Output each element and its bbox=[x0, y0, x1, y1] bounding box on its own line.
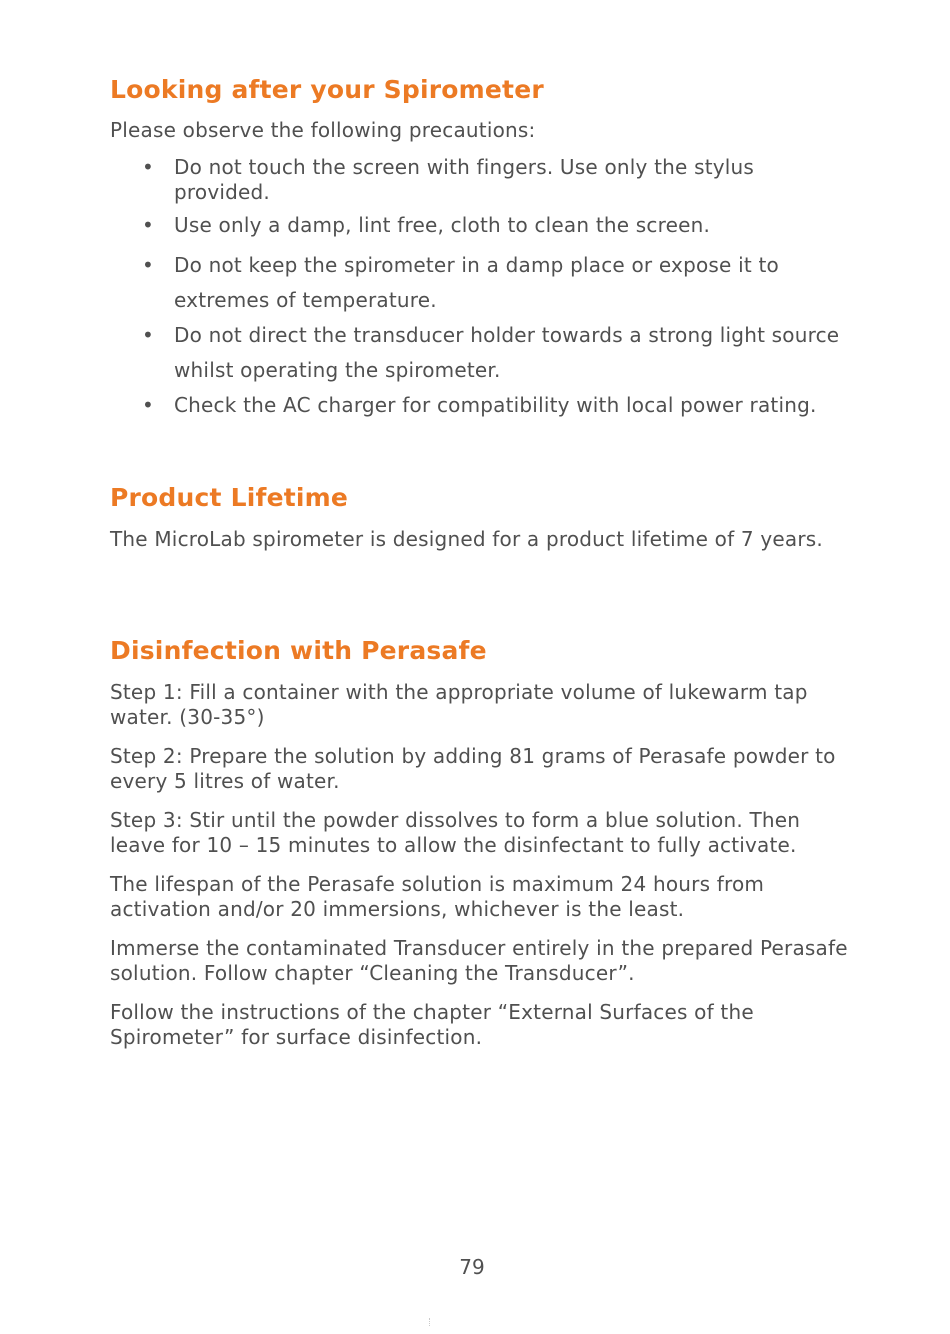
bullet-icon: • bbox=[142, 155, 154, 179]
bullet-icon: • bbox=[142, 213, 154, 237]
list-item bbox=[110, 248, 850, 318]
disinfection-paragraph: The lifespan of the Perasafe solution is maximum 24 hours from activation and/or 20 immersions, whichever is the least. bbox=[110, 872, 765, 921]
list-item bbox=[110, 155, 850, 205]
disinfection-paragraph: Immerse the contaminated Transducer entirely in the prepared Perasafe solution. Follow chapter “Cleaning the Transducer”. bbox=[110, 936, 848, 985]
section-title-disinfection: Disinfection with Perasafe bbox=[110, 636, 487, 665]
list-item bbox=[110, 388, 850, 423]
disinfection-paragraph: Follow the instructions of the chapter “External Surfaces of the Spirometer” for surface disinfection. bbox=[110, 1000, 754, 1049]
list-item-text: Do not touch the screen with fingers. Use only the stylus provided. bbox=[174, 155, 755, 204]
care-intro: Please observe the following precautions: bbox=[110, 118, 536, 142]
list-item-text: Check the AC charger for compatibility with local power rating. bbox=[174, 393, 817, 417]
list-item-text: Use only a damp, lint free, cloth to clean the screen. bbox=[174, 213, 711, 237]
precautions-list bbox=[110, 155, 850, 423]
page-number: 79 bbox=[459, 1255, 485, 1279]
list-item bbox=[110, 318, 850, 388]
page-edge-mark bbox=[429, 1318, 431, 1326]
lifetime-text: The MicroLab spirometer is designed for a product lifetime of 7 years. bbox=[110, 527, 823, 551]
list-item-text: Do not direct the transducer holder towards a strong light source whilst operating the spirometer. bbox=[174, 323, 840, 382]
bullet-icon: • bbox=[142, 393, 154, 417]
list-item-text: Do not keep the spirometer in a damp place or expose it to extremes of temperature. bbox=[174, 253, 779, 312]
disinfection-paragraph: Step 3: Stir until the powder dissolves to form a blue solution. Then leave for 10 – 15 minutes to allow the disinfectant to fully activate. bbox=[110, 808, 801, 857]
bullet-icon: • bbox=[142, 323, 154, 347]
list-item bbox=[110, 213, 850, 238]
disinfection-paragraph: Step 2: Prepare the solution by adding 81 grams of Perasafe powder to every 5 litres of water. bbox=[110, 744, 836, 793]
bullet-icon: • bbox=[142, 253, 154, 277]
section-title-care: Looking after your Spirometer bbox=[110, 75, 544, 104]
disinfection-paragraph: Step 1: Fill a container with the appropriate volume of lukewarm tap water. (30-35°) bbox=[110, 680, 808, 729]
section-title-lifetime: Product Lifetime bbox=[110, 483, 349, 512]
